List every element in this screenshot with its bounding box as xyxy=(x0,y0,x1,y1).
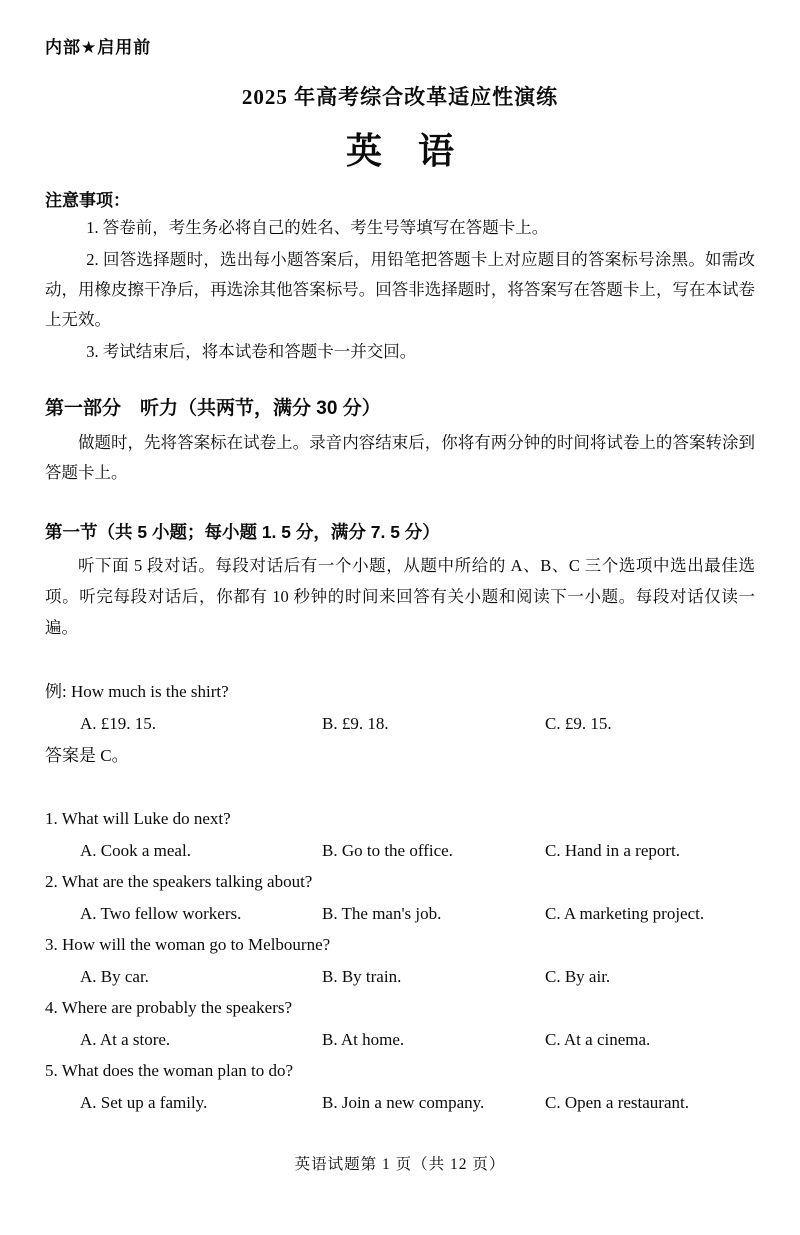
example-options-row xyxy=(45,708,755,740)
question-5-option-a: A. Set up a family. xyxy=(80,1092,208,1112)
part1-heading: 第一部分 听力（共两节，满分 30 分） xyxy=(45,398,381,419)
document-title: 2025 年高考综合改革适应性演练 xyxy=(241,85,559,109)
question-4-option-c: C. At a cinema. xyxy=(545,1029,651,1049)
example-question: 例: How much is the shirt? xyxy=(45,682,229,701)
question-4-text: 4. Where are probably the speakers? xyxy=(45,998,293,1017)
notice-item-1: 1. 答卷前，考生务必将自己的姓名、考生号等填写在答题卡上。 xyxy=(86,218,549,237)
question-1-option-a: A. Cook a meal. xyxy=(80,840,191,860)
question-3-option-b: B. By train. xyxy=(322,966,402,986)
security-label: 内部★启用前 xyxy=(45,38,152,57)
question-3-option-c: C. By air. xyxy=(545,966,611,986)
question-2-options xyxy=(45,898,755,930)
notice-heading: 注意事项： xyxy=(45,191,130,210)
question-2-option-b: B. The man's job. xyxy=(322,903,442,923)
questions-block xyxy=(45,803,755,1118)
example-option-a: A. £19. 15. xyxy=(80,714,157,733)
question-3-text: 3. How will the woman go to Melbourne? xyxy=(45,935,331,954)
question-4-option-b: B. At home. xyxy=(322,1029,405,1049)
question-4-option-a: A. At a store. xyxy=(80,1029,171,1049)
example-option-c: C. £9. 15. xyxy=(545,714,612,733)
question-1-option-b: B. Go to the office. xyxy=(322,840,453,860)
example-option-b: B. £9. 18. xyxy=(322,714,389,733)
part1-intro: 做题时，先将答案标在试卷上。录音内容结束后，你将有两分钟的时间将试卷上的答案转涂到答题卡上。 xyxy=(45,433,755,482)
example-block xyxy=(45,676,755,772)
question-1-options xyxy=(45,835,755,867)
notice-item-2: 2. 回答选择题时，选出每小题答案后，用铅笔把答题卡上对应题目的答案标号涂黑。如需改动，用橡皮擦干净后，再选涂其他答案标号。回答非选择题时，将答案写在答题卡上，写在本试卷上无效。 xyxy=(45,250,755,329)
question-1-text: 1. What will Luke do next? xyxy=(45,809,231,828)
question-5-text: 5. What does the woman plan to do? xyxy=(45,1061,294,1080)
section1-heading: 第一节（共 5 小题；每小题 1. 5 分，满分 7. 5 分） xyxy=(45,522,440,542)
question-5-option-b: B. Join a new company. xyxy=(322,1092,485,1112)
subject-title: 英 语 xyxy=(345,131,454,171)
question-5-options xyxy=(45,1087,755,1119)
example-answer: 答案是 C。 xyxy=(45,746,129,765)
question-4-options xyxy=(45,1024,755,1056)
section1-intro: 听下面 5 段对话。每段对话后有一个小题，从题中所给的 A、B、C 三个选项中选出最佳选项。听完每段对话后，你都有 10 秒钟的时间来回答有关小题和阅读下一小题。每段对话仅读一遍。 xyxy=(45,556,755,637)
question-2-option-c: C. A marketing project. xyxy=(545,903,705,923)
question-3-options xyxy=(45,961,755,993)
question-3-option-a: A. By car. xyxy=(80,966,149,986)
question-2-option-a: A. Two fellow workers. xyxy=(80,903,242,923)
notice-item-3: 3. 考试结束后，将本试卷和答题卡一并交回。 xyxy=(86,342,417,361)
question-5-option-c: C. Open a restaurant. xyxy=(545,1092,689,1112)
question-1-option-c: C. Hand in a report. xyxy=(545,840,681,860)
page-footer: 英语试题第 1 页（共 12 页） xyxy=(294,1156,506,1173)
question-2-text: 2. What are the speakers talking about? xyxy=(45,872,313,891)
